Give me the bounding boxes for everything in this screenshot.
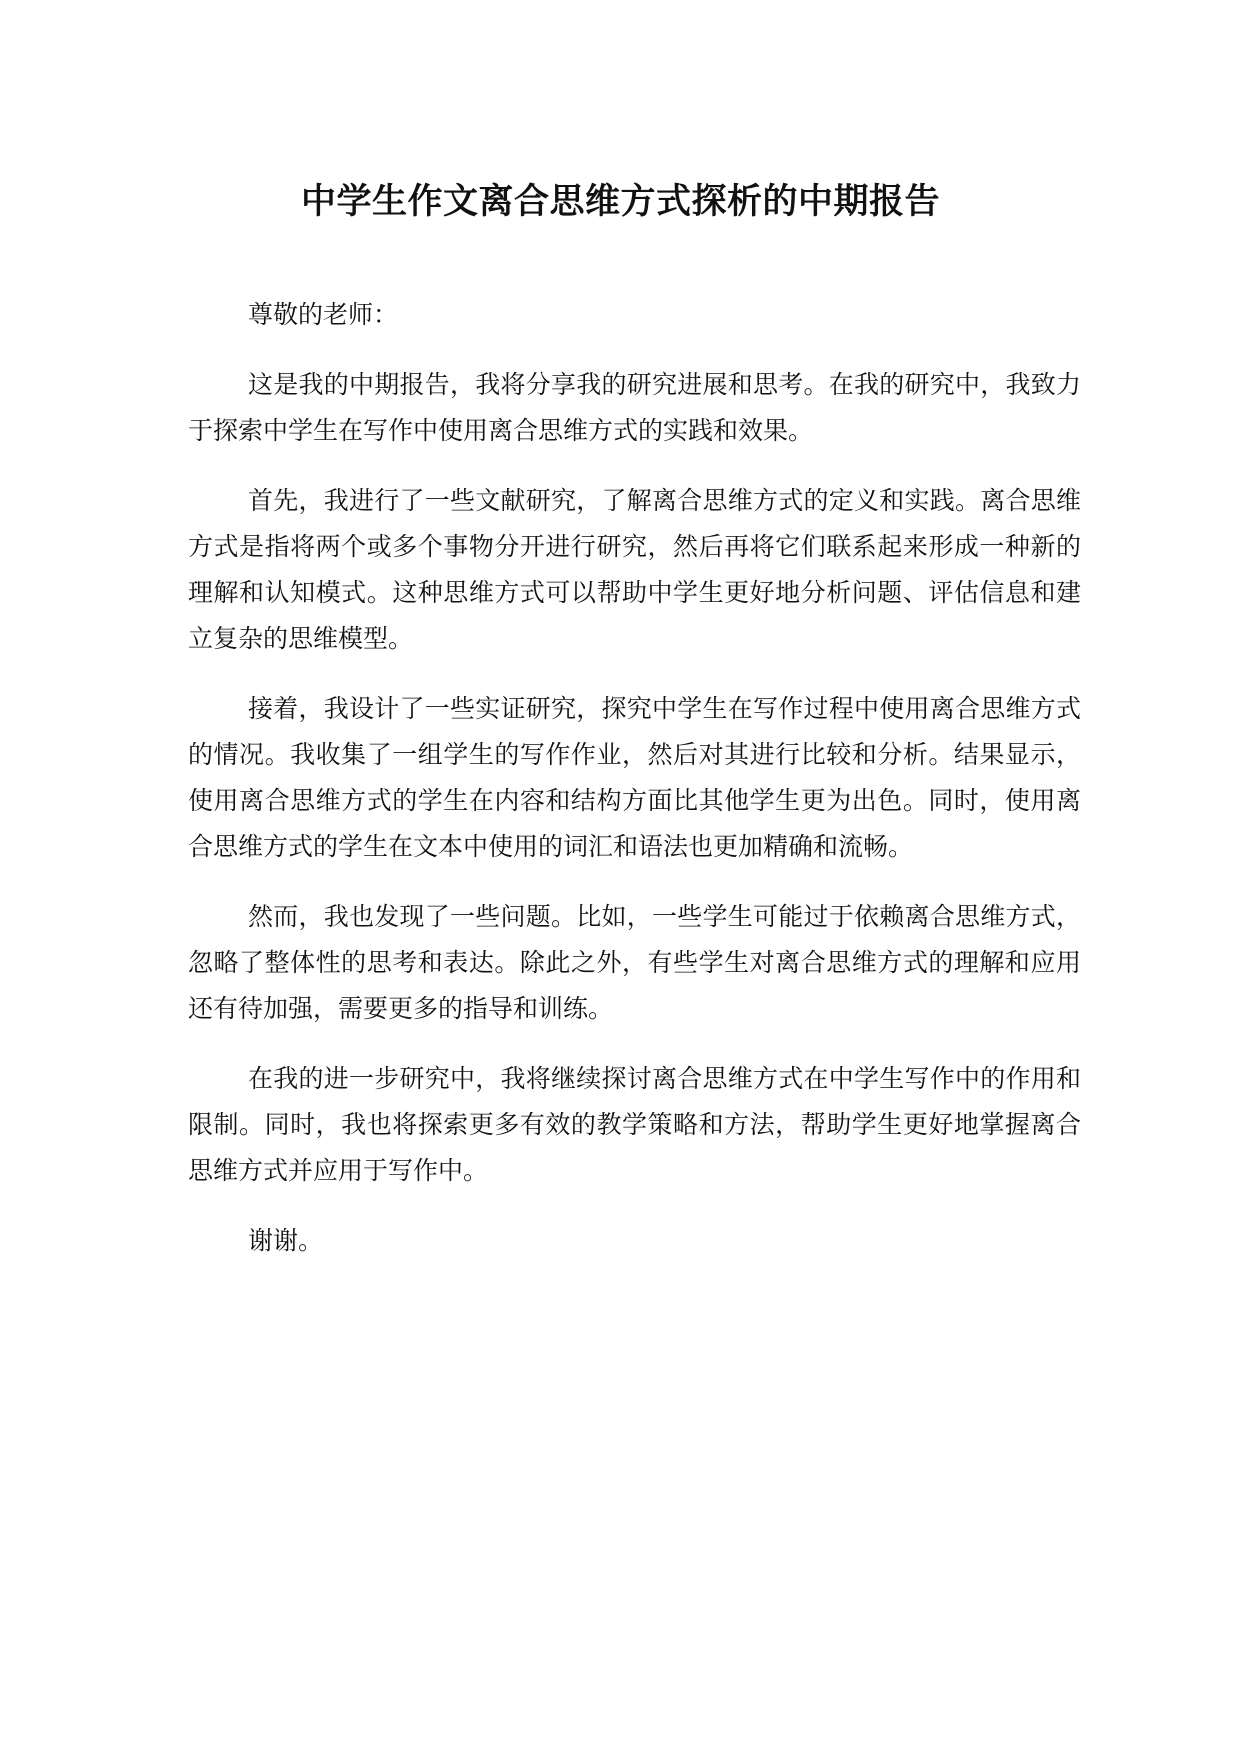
document-title: 中学生作文离合思维方式探析的中期报告 (300, 182, 940, 222)
paragraph-empirical: 接着，我设计了一些实证研究，探究中学生在写作过程中使用离合思维方式的情况。我收集了一组学生的写作作业，然后对其进行比较和分析。结果显示，使用离合思维方式的学生在内容和结构方面比其他学生更为出色。同时，使用离合思维方式的学生在文本中使用的词汇和语法也更加精确和流畅。 (188, 694, 1081, 861)
paragraph-future: 在我的进一步研究中，我将继续探讨离合思维方式在中学生写作中的作用和限制。同时，我也将探索更多有效的教学策略和方法，帮助学生更好地掌握离合思维方式并应用于写作中。 (188, 1064, 1081, 1185)
document-body (188, 292, 1081, 1288)
closing: 谢谢。 (248, 1226, 324, 1255)
paragraph-literature: 首先，我进行了一些文献研究，了解离合思维方式的定义和实践。离合思维方式是指将两个或多个事物分开进行研究，然后再将它们联系起来形成一种新的理解和认知模式。这种思维方式可以帮助中学生更好地分析问题、评估信息和建立复杂的思维模型。 (188, 486, 1081, 653)
paragraph-problems: 然而，我也发现了一些问题。比如，一些学生可能过于依赖离合思维方式，忽略了整体性的思考和表达。除此之外，有些学生对离合思维方式的理解和应用还有待加强，需要更多的指导和训练。 (188, 902, 1081, 1023)
salutation: 尊敬的老师： (248, 300, 399, 329)
paragraph-intro: 这是我的中期报告，我将分享我的研究进展和思考。在我的研究中，我致力于探索中学生在写作中使用离合思维方式的实践和效果。 (188, 370, 1081, 445)
